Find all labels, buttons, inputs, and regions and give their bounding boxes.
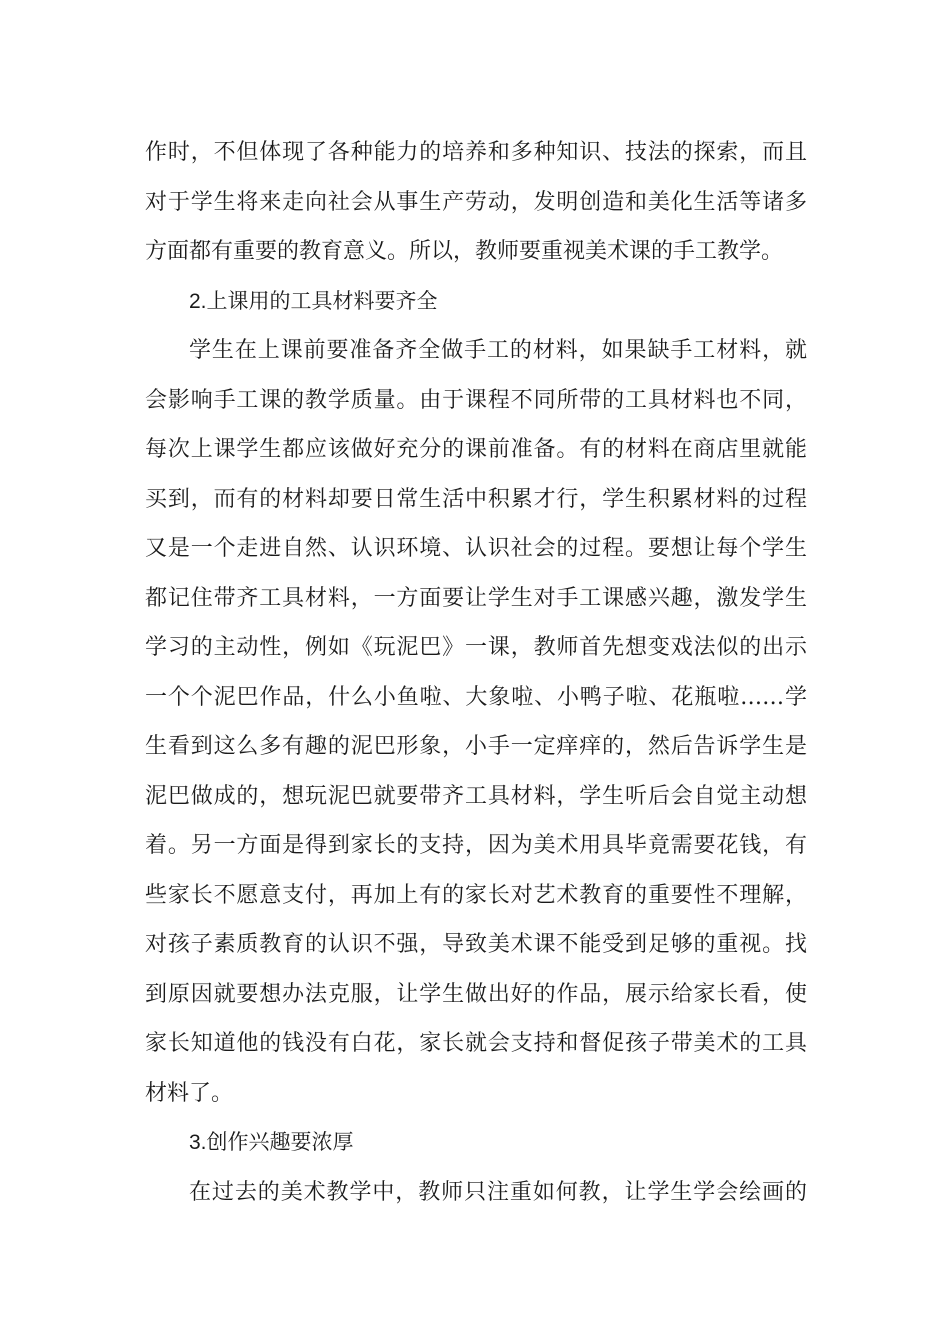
paragraph-line: 到原因就要想办法克服，让学生做出好的作品，展示给家长看，使 — [145, 981, 807, 1007]
document-body — [145, 128, 807, 1217]
paragraph-line: 生看到这么多有趣的泥巴形象，小手一定痒痒的，然后告诉学生是 — [145, 734, 807, 759]
section-heading: 2.上课用的工具材料要齐全 — [189, 289, 438, 313]
paragraph-line: 对于学生将来走向社会从事生产劳动，发明创造和美化生活等诸多 — [145, 189, 807, 215]
paragraph-line: 每次上课学生都应该做好充分的课前准备。有的材料在商店里就能 — [145, 437, 807, 462]
paragraph-line: 家长知道他的钱没有白花，家长就会支持和督促孩子带美术的工具 — [145, 1031, 807, 1056]
paragraph-line: 泥巴做成的，想玩泥巴就要带齐工具材料，学生听后会自觉主动想 — [145, 783, 807, 809]
paragraph-line: 材料了。 — [145, 1080, 234, 1106]
paragraph-line: 对孩子素质教育的认识不强，导致美术课不能受到足够的重视。找 — [145, 932, 807, 957]
paragraph-line: 买到，而有的材料却要日常生活中积累才行，学生积累材料的过程 — [145, 486, 807, 512]
paragraph-line: 作时，不但体现了各种能力的培养和多种知识、技法的探索，而且 — [145, 140, 807, 165]
paragraph-line: 着。另一方面是得到家长的支持，因为美术用具毕竟需要花钱，有 — [145, 833, 807, 858]
paragraph-line: 学生在上课前要准备齐全做手工的材料，如果缺手工材料，就 — [189, 338, 807, 363]
paragraph-line: 会影响手工课的教学质量。由于课程不同所带的工具材料也不同， — [145, 387, 807, 413]
paragraph-line: 都记住带齐工具材料，一方面要让学生对手工课感兴趣，激发学生 — [145, 585, 807, 611]
paragraph-line: 学习的主动性，例如《玩泥巴》一课，教师首先想变戏法似的出示 — [145, 635, 807, 660]
section-heading: 3.创作兴趣要浓厚 — [189, 1131, 354, 1154]
paragraph-line: 些家长不愿意支付，再加上有的家长对艺术教育的重要性不理解， — [145, 882, 807, 908]
paragraph-line: 方面都有重要的教育意义。所以，教师要重视美术课的手工教学。 — [145, 239, 784, 264]
paragraph-line: 又是一个走进自然、认识环境、认识社会的过程。要想让每个学生 — [145, 536, 807, 561]
paragraph-line: 一个个泥巴作品，什么小鱼啦、大象啦、小鸭子啦、花瓶啦……学 — [145, 684, 807, 710]
paragraph-line: 在过去的美术教学中，教师只注重如何教，让学生学会绘画的 — [189, 1179, 807, 1205]
